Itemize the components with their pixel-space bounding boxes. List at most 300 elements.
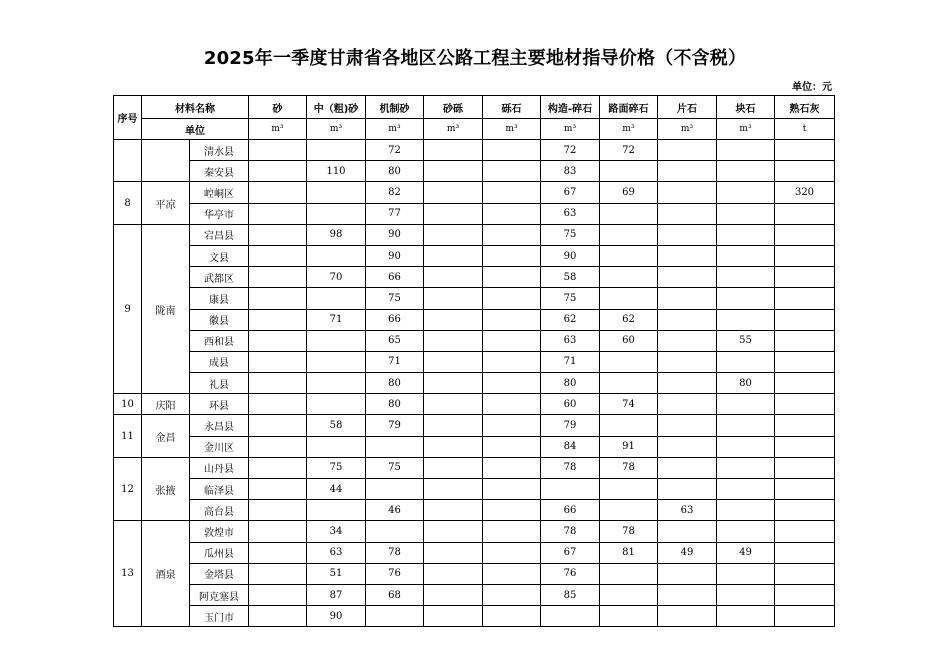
col-header: 构造-碎石: [541, 96, 600, 119]
price-cell: [483, 140, 541, 161]
price-cell: [424, 606, 483, 627]
unit-cell: m³: [424, 119, 483, 140]
price-cell: 80: [366, 373, 424, 394]
price-cell: [717, 500, 775, 521]
price-cell: [483, 542, 541, 563]
price-cell: [483, 351, 541, 372]
table-row: [114, 457, 835, 478]
price-cell: [424, 140, 483, 161]
price-cell: 67: [541, 182, 600, 203]
price-cell: 65: [366, 330, 424, 351]
price-cell: [307, 500, 366, 521]
price-cell: 58: [541, 267, 600, 288]
price-cell: [249, 351, 307, 372]
price-cell: 60: [600, 330, 658, 351]
price-cell: [483, 415, 541, 436]
price-cell: [775, 606, 835, 627]
seq-cell: 9: [114, 224, 142, 394]
table-row: [114, 267, 835, 288]
price-cell: [717, 436, 775, 457]
price-cell: [775, 203, 835, 224]
col-header: 砂: [249, 96, 307, 119]
price-cell: [717, 563, 775, 584]
price-cell: [541, 606, 600, 627]
price-cell: 110: [307, 161, 366, 182]
price-cell: [483, 606, 541, 627]
price-cell: [658, 373, 717, 394]
price-cell: 72: [600, 140, 658, 161]
price-cell: 90: [366, 245, 424, 266]
county-cell: 环县: [190, 394, 249, 415]
price-cell: [658, 330, 717, 351]
price-cell: [366, 521, 424, 542]
price-cell: [658, 457, 717, 478]
price-cell: [249, 245, 307, 266]
price-cell: 91: [600, 436, 658, 457]
price-cell: [307, 394, 366, 415]
table-body: [114, 140, 835, 627]
price-cell: [775, 373, 835, 394]
price-cell: [717, 267, 775, 288]
price-cell: 66: [366, 309, 424, 330]
price-cell: 71: [366, 351, 424, 372]
price-cell: 74: [600, 394, 658, 415]
city-cell: 张掖: [142, 457, 190, 521]
seq-header: 序号: [114, 96, 142, 140]
price-cell: 62: [600, 309, 658, 330]
price-cell: [717, 479, 775, 500]
price-cell: 63: [307, 542, 366, 563]
price-cell: [307, 351, 366, 372]
price-cell: 44: [307, 479, 366, 500]
price-cell: 81: [600, 542, 658, 563]
page-title: 2025年一季度甘肃省各地区公路工程主要地材指导价格（不含税）: [203, 48, 747, 69]
price-cell: [483, 394, 541, 415]
price-cell: 80: [366, 161, 424, 182]
unit-cell: m³: [366, 119, 424, 140]
price-cell: [600, 500, 658, 521]
price-cell: [717, 288, 775, 309]
price-table: [113, 95, 835, 627]
price-cell: [424, 584, 483, 605]
price-cell: 84: [541, 436, 600, 457]
price-cell: [775, 288, 835, 309]
price-cell: 63: [541, 330, 600, 351]
price-cell: [249, 330, 307, 351]
table-row: [114, 161, 835, 182]
price-cell: [600, 479, 658, 500]
price-cell: [775, 245, 835, 266]
price-cell: [600, 351, 658, 372]
table-row: [114, 542, 835, 563]
price-cell: [717, 140, 775, 161]
price-cell: [717, 245, 775, 266]
seq-cell: [114, 140, 142, 182]
price-cell: [775, 584, 835, 605]
price-cell: [775, 330, 835, 351]
price-cell: [775, 436, 835, 457]
county-cell: 西和县: [190, 330, 249, 351]
header-row-names: [114, 96, 835, 119]
price-cell: 75: [366, 288, 424, 309]
price-cell: [483, 479, 541, 500]
price-cell: [775, 394, 835, 415]
unit-cell: m³: [717, 119, 775, 140]
price-cell: [307, 436, 366, 457]
price-cell: [600, 288, 658, 309]
county-cell: 山丹县: [190, 457, 249, 478]
price-cell: 63: [658, 500, 717, 521]
price-cell: [600, 203, 658, 224]
price-cell: [307, 288, 366, 309]
county-cell: 宕昌县: [190, 224, 249, 245]
price-cell: [483, 584, 541, 605]
price-cell: [307, 203, 366, 224]
unit-cell: m³: [541, 119, 600, 140]
price-cell: [717, 584, 775, 605]
unit-cell: t: [775, 119, 835, 140]
price-cell: [424, 563, 483, 584]
city-cell: 酒泉: [142, 521, 190, 627]
price-cell: 90: [366, 224, 424, 245]
price-cell: [424, 224, 483, 245]
table-row: [114, 330, 835, 351]
price-cell: [249, 309, 307, 330]
price-cell: [249, 182, 307, 203]
county-cell: 永昌县: [190, 415, 249, 436]
table-row: [114, 394, 835, 415]
price-cell: [600, 584, 658, 605]
price-cell: 60: [541, 394, 600, 415]
price-cell: [658, 203, 717, 224]
price-cell: [775, 563, 835, 584]
price-cell: [717, 521, 775, 542]
price-cell: 62: [541, 309, 600, 330]
price-cell: [717, 394, 775, 415]
price-cell: [658, 415, 717, 436]
county-cell: 金塔县: [190, 563, 249, 584]
col-header: 机制砂: [366, 96, 424, 119]
price-cell: [249, 373, 307, 394]
price-cell: [424, 351, 483, 372]
unit-cell: m³: [249, 119, 307, 140]
table-row: [114, 500, 835, 521]
price-cell: [600, 224, 658, 245]
price-cell: [775, 224, 835, 245]
price-cell: [483, 182, 541, 203]
price-cell: [775, 309, 835, 330]
unit-cell: m³: [307, 119, 366, 140]
county-cell: 金川区: [190, 436, 249, 457]
seq-cell: 8: [114, 182, 142, 224]
city-cell: [142, 140, 190, 182]
price-cell: [307, 140, 366, 161]
price-cell: [483, 161, 541, 182]
price-cell: [424, 500, 483, 521]
city-cell: 陇南: [142, 224, 190, 394]
price-cell: 66: [541, 500, 600, 521]
price-cell: [600, 563, 658, 584]
price-cell: [658, 161, 717, 182]
price-cell: [658, 351, 717, 372]
price-cell: [307, 373, 366, 394]
col-header: 砾石: [483, 96, 541, 119]
city-cell: 金昌: [142, 415, 190, 457]
price-cell: [307, 245, 366, 266]
county-cell: 临泽县: [190, 479, 249, 500]
county-cell: 崆峒区: [190, 182, 249, 203]
price-cell: [600, 267, 658, 288]
price-cell: [658, 584, 717, 605]
price-cell: [717, 182, 775, 203]
price-cell: [775, 500, 835, 521]
price-cell: [717, 606, 775, 627]
price-cell: [249, 542, 307, 563]
price-cell: 72: [366, 140, 424, 161]
table-row: [114, 224, 835, 245]
price-cell: 82: [366, 182, 424, 203]
price-cell: 78: [541, 521, 600, 542]
table-row: [114, 373, 835, 394]
city-cell: 平凉: [142, 182, 190, 224]
price-cell: [483, 521, 541, 542]
price-cell: [249, 436, 307, 457]
price-cell: 67: [541, 542, 600, 563]
price-cell: 75: [307, 457, 366, 478]
price-cell: [775, 351, 835, 372]
price-cell: [424, 203, 483, 224]
price-cell: 78: [600, 457, 658, 478]
price-cell: [483, 436, 541, 457]
county-cell: 康县: [190, 288, 249, 309]
price-cell: 63: [541, 203, 600, 224]
price-cell: [424, 309, 483, 330]
county-cell: 成县: [190, 351, 249, 372]
price-cell: [249, 415, 307, 436]
county-cell: 武都区: [190, 267, 249, 288]
price-cell: 90: [541, 245, 600, 266]
price-cell: [424, 457, 483, 478]
price-cell: 98: [307, 224, 366, 245]
price-cell: [424, 288, 483, 309]
price-cell: 75: [366, 457, 424, 478]
price-cell: 71: [307, 309, 366, 330]
price-cell: 87: [307, 584, 366, 605]
col-header: 熟石灰: [775, 96, 835, 119]
price-cell: [249, 203, 307, 224]
price-cell: [658, 224, 717, 245]
price-cell: 46: [366, 500, 424, 521]
price-cell: 72: [541, 140, 600, 161]
table-row: [114, 351, 835, 372]
price-cell: [249, 457, 307, 478]
county-cell: 玉门市: [190, 606, 249, 627]
price-cell: [424, 436, 483, 457]
price-cell: 79: [366, 415, 424, 436]
price-cell: [483, 457, 541, 478]
price-cell: [658, 563, 717, 584]
price-cell: [658, 521, 717, 542]
table-row: [114, 182, 835, 203]
table-row: [114, 140, 835, 161]
price-cell: [249, 584, 307, 605]
county-cell: 秦安县: [190, 161, 249, 182]
col-header: 路面碎石: [600, 96, 658, 119]
unit-cell: m³: [600, 119, 658, 140]
price-cell: [424, 415, 483, 436]
price-cell: 49: [717, 542, 775, 563]
price-cell: [658, 436, 717, 457]
price-cell: [600, 606, 658, 627]
price-cell: [249, 267, 307, 288]
price-cell: [366, 436, 424, 457]
price-cell: [717, 309, 775, 330]
price-cell: [483, 563, 541, 584]
price-cell: [775, 267, 835, 288]
seq-cell: 13: [114, 521, 142, 627]
price-cell: [424, 245, 483, 266]
price-cell: 76: [366, 563, 424, 584]
price-cell: 55: [717, 330, 775, 351]
price-cell: [424, 373, 483, 394]
price-cell: [658, 309, 717, 330]
price-cell: [307, 330, 366, 351]
price-cell: [658, 479, 717, 500]
county-cell: 阿克塞县: [190, 584, 249, 605]
price-cell: 78: [541, 457, 600, 478]
price-cell: 78: [600, 521, 658, 542]
price-cell: 75: [541, 224, 600, 245]
county-cell: 徽县: [190, 309, 249, 330]
price-cell: 79: [541, 415, 600, 436]
col-header: 砂砾: [424, 96, 483, 119]
price-cell: [483, 267, 541, 288]
price-cell: [483, 309, 541, 330]
col-header: 片石: [658, 96, 717, 119]
price-cell: [775, 542, 835, 563]
price-cell: [658, 288, 717, 309]
price-cell: [424, 330, 483, 351]
header-row-units: [114, 119, 835, 140]
price-cell: [717, 351, 775, 372]
price-cell: [775, 161, 835, 182]
price-cell: [483, 224, 541, 245]
price-cell: [249, 521, 307, 542]
price-cell: [424, 182, 483, 203]
price-cell: [658, 140, 717, 161]
price-cell: [424, 542, 483, 563]
price-cell: 51: [307, 563, 366, 584]
unit-label-header: 单位: [142, 119, 249, 140]
price-cell: [249, 479, 307, 500]
price-cell: 75: [541, 288, 600, 309]
price-cell: 85: [541, 584, 600, 605]
price-cell: [658, 394, 717, 415]
price-cell: [424, 267, 483, 288]
price-cell: 34: [307, 521, 366, 542]
county-cell: 敦煌市: [190, 521, 249, 542]
price-cell: [717, 457, 775, 478]
price-cell: 71: [541, 351, 600, 372]
price-cell: [366, 479, 424, 500]
price-cell: 66: [366, 267, 424, 288]
county-cell: 礼县: [190, 373, 249, 394]
table-row: [114, 479, 835, 500]
county-cell: 高台县: [190, 500, 249, 521]
price-cell: [249, 606, 307, 627]
price-cell: [717, 415, 775, 436]
price-cell: [483, 330, 541, 351]
table-row: [114, 606, 835, 627]
county-cell: 文县: [190, 245, 249, 266]
price-cell: [249, 161, 307, 182]
price-cell: 68: [366, 584, 424, 605]
table-row: [114, 203, 835, 224]
seq-cell: 12: [114, 457, 142, 521]
price-cell: [775, 479, 835, 500]
unit-cell: m³: [658, 119, 717, 140]
price-cell: [775, 457, 835, 478]
price-cell: [600, 373, 658, 394]
price-cell: 58: [307, 415, 366, 436]
price-cell: [249, 140, 307, 161]
price-cell: 49: [658, 542, 717, 563]
unit-cell: m³: [483, 119, 541, 140]
table-row: [114, 415, 835, 436]
price-cell: [658, 182, 717, 203]
table-row: [114, 584, 835, 605]
table-row: [114, 288, 835, 309]
price-cell: 80: [717, 373, 775, 394]
price-cell: [424, 479, 483, 500]
table-row: [114, 563, 835, 584]
price-cell: [600, 161, 658, 182]
county-cell: 清水县: [190, 140, 249, 161]
price-cell: 76: [541, 563, 600, 584]
price-cell: [483, 373, 541, 394]
county-cell: 瓜州县: [190, 542, 249, 563]
col-header: 中（粗)砂: [307, 96, 366, 119]
table-row: [114, 521, 835, 542]
table-row: [114, 245, 835, 266]
price-cell: [307, 182, 366, 203]
price-cell: [658, 245, 717, 266]
table-row: [114, 309, 835, 330]
county-cell: 华亭市: [190, 203, 249, 224]
price-cell: [541, 479, 600, 500]
price-cell: [775, 521, 835, 542]
currency-unit-note: 单位：元: [792, 82, 832, 93]
price-cell: [424, 161, 483, 182]
price-cell: [249, 224, 307, 245]
price-cell: [249, 288, 307, 309]
price-cell: [249, 394, 307, 415]
price-cell: 80: [366, 394, 424, 415]
price-cell: [600, 415, 658, 436]
price-cell: 83: [541, 161, 600, 182]
price-cell: [249, 563, 307, 584]
price-cell: [775, 415, 835, 436]
price-cell: [717, 161, 775, 182]
price-cell: 77: [366, 203, 424, 224]
price-cell: [600, 245, 658, 266]
price-cell: [658, 267, 717, 288]
price-cell: [366, 606, 424, 627]
price-cell: [483, 245, 541, 266]
price-cell: [483, 288, 541, 309]
col-header: 块石: [717, 96, 775, 119]
price-cell: [424, 521, 483, 542]
